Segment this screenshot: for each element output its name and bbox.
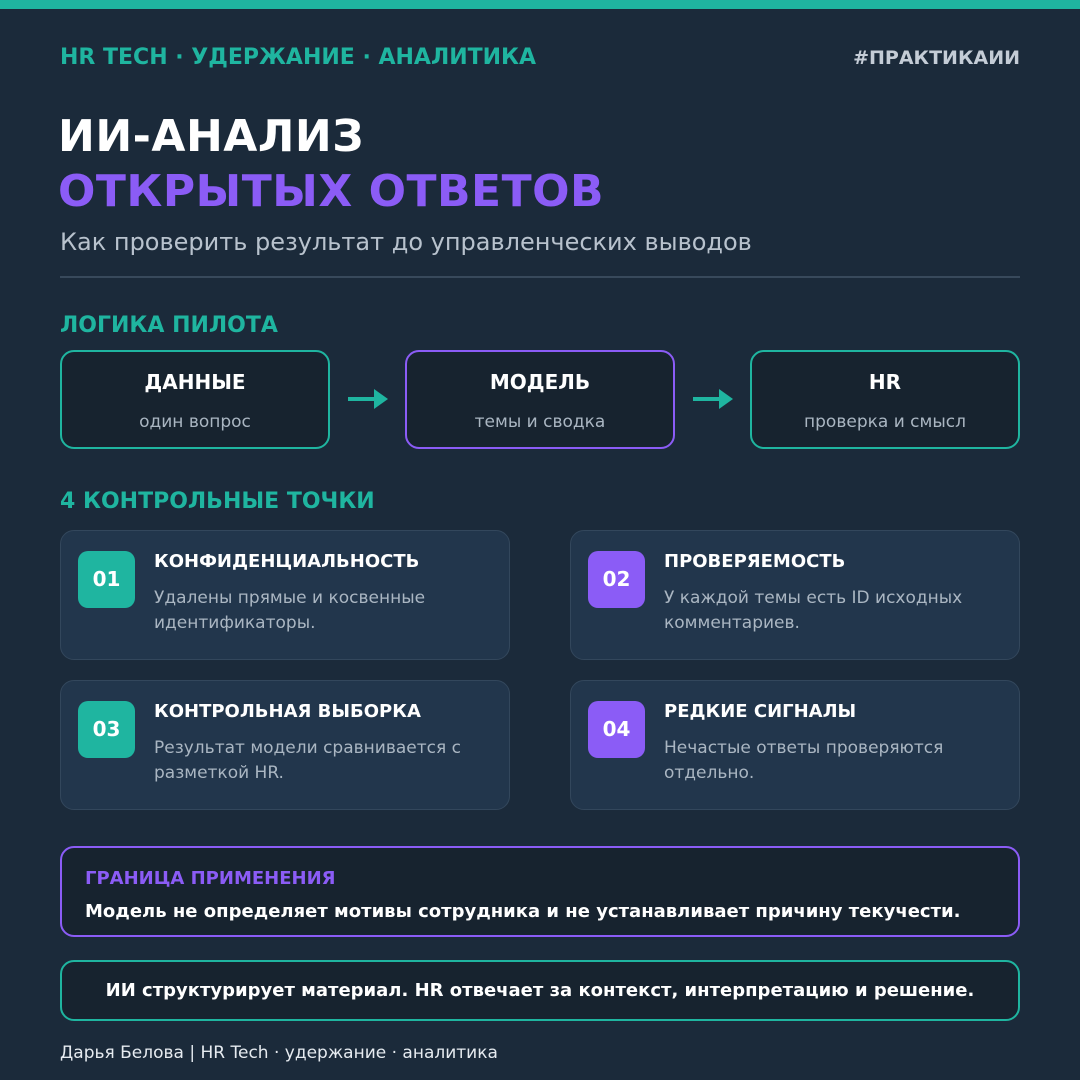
pilot-step-subtitle: один вопрос <box>139 412 251 432</box>
header-kicker: HR TECH · УДЕРЖАНИЕ · АНАЛИТИКА <box>60 45 537 70</box>
checkpoint-number-badge: 02 <box>588 551 645 608</box>
checkpoint-card-1 <box>60 530 510 660</box>
checkpoint-title: КОНТРОЛЬНАЯ ВЫБОРКА <box>154 701 421 722</box>
checkpoint-description: Удалены прямые и косвенные идентификаторы. <box>154 588 426 633</box>
pilot-section-heading: ЛОГИКА ПИЛОТА <box>60 313 278 338</box>
checkpoint-description: Нечастые ответы проверяются отдельно. <box>664 738 944 783</box>
header-hashtag: #ПРАКТИКАИИ <box>853 47 1020 69</box>
limitation-title: ГРАНИЦА ПРИМЕНЕНИЯ <box>85 868 336 889</box>
checkpoint-title: КОНФИДЕНЦИАЛЬНОСТЬ <box>154 551 420 572</box>
checkpoint-title: РЕДКИЕ СИГНАЛЫ <box>664 701 857 722</box>
checkpoints-section-heading: 4 КОНТРОЛЬНЫЕ ТОЧКИ <box>60 489 375 514</box>
pilot-step-data <box>60 350 330 449</box>
checkpoint-description: Результат модели сравнивается с разметкой HR. <box>154 738 461 783</box>
top-accent-bar <box>0 0 1080 9</box>
summary-box: ИИ структурирует материал. HR отвечает за контекст, интерпретацию и решение. <box>60 960 1020 1021</box>
checkpoint-title: ПРОВЕРЯЕМОСТЬ <box>664 551 846 572</box>
arrow-right-icon <box>346 386 390 412</box>
arrow-right-icon <box>691 386 735 412</box>
pilot-step-subtitle: темы и сводка <box>474 412 606 432</box>
pilot-step-subtitle: проверка и смысл <box>804 412 966 432</box>
pilot-step-title: ДАННЫЕ <box>144 370 246 394</box>
pilot-step-title: HR <box>868 370 902 394</box>
checkpoint-card-2 <box>570 530 1020 660</box>
pilot-step-model <box>405 350 675 449</box>
checkpoint-card-4 <box>570 680 1020 810</box>
page-title-line2: ОТКРЫТЫХ ОТВЕТОВ <box>58 166 605 217</box>
page-subtitle: Как проверить результат до управленческих выводов <box>60 228 752 256</box>
checkpoint-card-3 <box>60 680 510 810</box>
page-title-line1: ИИ-АНАЛИЗ <box>58 111 364 162</box>
pilot-step-hr <box>750 350 1020 449</box>
limitation-box <box>60 846 1020 937</box>
limitation-text: Модель не определяет мотивы сотрудника и не устанавливает причину текучести. <box>85 901 961 922</box>
checkpoint-number-badge: 03 <box>78 701 135 758</box>
checkpoint-description: У каждой темы есть ID исходных комментариев. <box>664 588 963 633</box>
checkpoint-number-badge: 04 <box>588 701 645 758</box>
footer-credit: Дарья Белова | HR Tech · удержание · аналитика <box>60 1043 498 1063</box>
title-divider <box>60 276 1020 278</box>
checkpoint-number-badge: 01 <box>78 551 135 608</box>
pilot-step-title: МОДЕЛЬ <box>489 370 591 394</box>
